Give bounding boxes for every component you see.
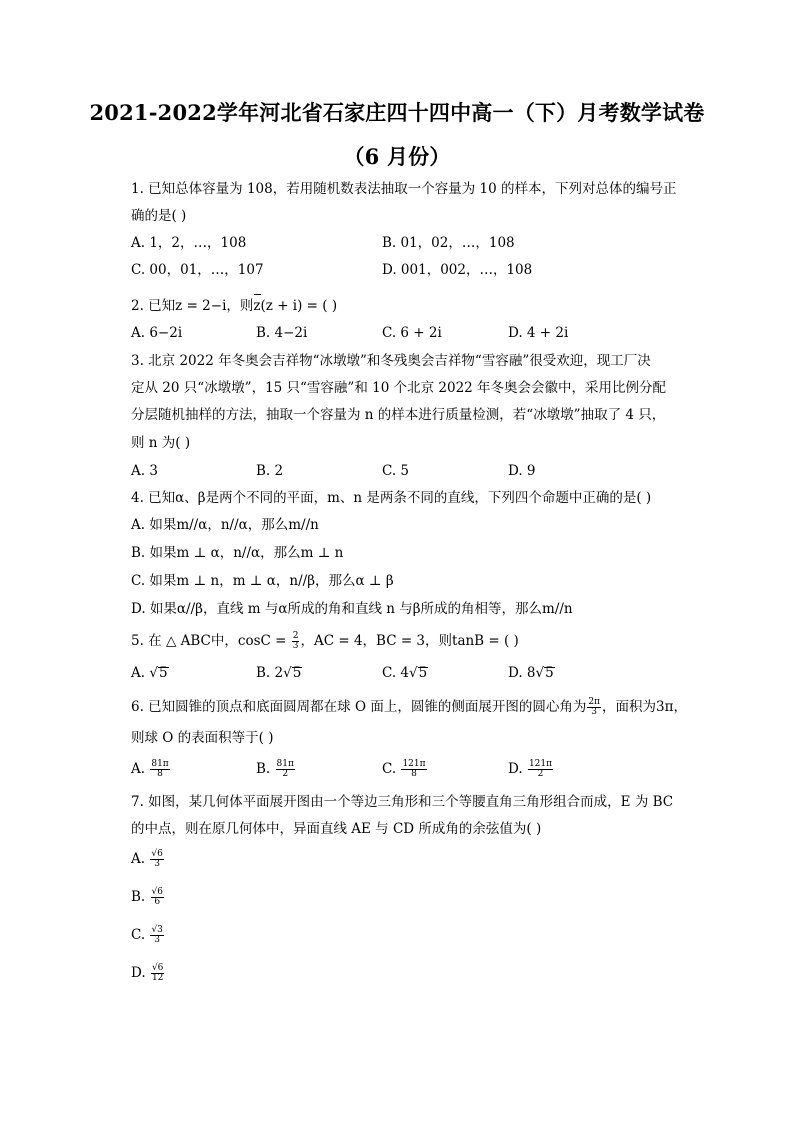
q5-option-d-label: D. 8 [508, 665, 536, 681]
q6-stem-prefix: 6. 已知圆锥的顶点和底面圆周都在球 O 面上，圆锥的侧面展开图的圆心角为 [131, 699, 587, 715]
q3-stem-line3: 分层随机抽样的方法，抽取一个容量为 n 的样本进行质量检测，若“冰墩墩”抽取了 4 只， [131, 407, 666, 423]
q7-option-a-num: √6 [151, 849, 163, 859]
q6-option-d-label: D. [508, 761, 523, 777]
q7-option-a-fraction [150, 850, 163, 869]
q6-option-a [131, 760, 171, 779]
q7-option-b [131, 888, 165, 907]
q5-option-b-label: B. 2 [256, 665, 284, 681]
q2-option-b: B. 4−2i [256, 325, 308, 341]
q5-stem-suffix: ，AC = 4，BC = 3，则tanB = ( ) [300, 633, 519, 649]
q1-option-a: A. 1，2，…，108 [131, 235, 247, 251]
q5-option-b: B. 2√5 [256, 665, 302, 681]
q5-option-a-label: A. [131, 665, 150, 681]
q6-option-d-den: 2 [537, 769, 544, 779]
q6-option-b-label: B. [256, 761, 271, 777]
q6-option-b-num: 81π [276, 759, 294, 769]
q6-option-a-den: 8 [157, 769, 163, 779]
q5-fraction-num: 2 [292, 631, 299, 641]
q7-option-b-label: B. [131, 889, 146, 905]
q7-option-d-fraction [151, 964, 164, 983]
q4-option-a: A. 如果m//α，n//α，那么m//n [131, 517, 319, 533]
q5-option-c: C. 4√5 [382, 665, 428, 681]
q3-option-b: B. 2 [256, 463, 284, 479]
q4-option-b: B. 如果m ⊥ α，n//α，那么m ⊥ n [131, 545, 344, 561]
q6-option-d [508, 760, 554, 779]
q7-option-b-fraction [151, 888, 164, 907]
q6-option-a-fraction [150, 760, 169, 779]
q5-option-c-label: C. 4 [382, 665, 410, 681]
q6-option-b-den: 2 [282, 769, 289, 779]
q6-option-c-label: C. [382, 761, 397, 777]
q7-stem-line2: 的中点，则在原几何体中，异面直线 AE 与 CD 所成角的余弦值为( ) [131, 821, 542, 837]
q6-fraction-den: 3 [591, 707, 598, 717]
q3-option-c: C. 5 [382, 463, 410, 479]
q2-option-d: D. 4 + 2i [508, 325, 569, 341]
q5-stem-prefix: 5. 在 △ ABC中，cosC = [131, 633, 291, 649]
q7-option-c-label: C. [131, 927, 146, 943]
q7-option-a-label: A. [131, 851, 146, 867]
q5-option-b-radicand: 5 [292, 665, 302, 681]
q6-option-c [382, 760, 428, 779]
q7-option-c [131, 926, 165, 945]
q7-option-c-den: 3 [154, 935, 161, 945]
q2-stem-suffix: (z + i) = ( ) [260, 298, 338, 314]
q6-stem-suffix: ，面积为3π， [601, 699, 687, 715]
q2-conjugate-z: z [253, 298, 261, 314]
q2-stem [131, 297, 337, 315]
q4-stem: 4. 已知α、β是两个不同的平面，m、n 是两条不同的直线，下列四个命题中正确的是( ) [131, 490, 652, 506]
q5-stem [131, 632, 519, 651]
q7-option-a-den: 3 [154, 859, 160, 869]
q1-option-b: B. 01，02，…，108 [382, 235, 515, 251]
q6-fraction-num: 2π [588, 697, 600, 707]
q6-stem-line2: 则球 O 的表面积等于( ) [131, 730, 274, 746]
q5-option-c-radicand: 5 [418, 665, 428, 681]
q5-option-a: A. √5 [131, 665, 168, 681]
q3-option-a: A. 3 [131, 463, 158, 479]
q5-fraction [292, 632, 300, 651]
q6-option-d-num: 121π [528, 759, 553, 769]
q7-option-b-num: √6 [151, 887, 163, 897]
q6-option-d-fraction [528, 760, 553, 779]
q7-option-c-fraction [150, 926, 163, 945]
q2-option-a: A. 6−2i [131, 325, 183, 341]
q1-option-c: C. 00，01，…，107 [131, 262, 264, 278]
q6-option-b-fraction [276, 760, 295, 779]
q2-option-c: C. 6 + 2i [382, 325, 442, 341]
q3-option-d: D. 9 [508, 463, 536, 479]
q6-option-c-den: 8 [411, 769, 417, 779]
q4-option-d: D. 如果α//β，直线 m 与α所成的角和直线 n 与β所成的角相等，那么m//n [131, 601, 573, 617]
page-subtitle: （6 月份） [343, 144, 451, 169]
q4-option-c: C. 如果m ⊥ n，m ⊥ α，n//β，那么α ⊥ β [131, 573, 394, 589]
q1-stem-line1: 1. 已知总体容量为 108，若用随机数表法抽取一个容量为 10 的样本，下列对总体的编号正 [131, 181, 677, 197]
q3-stem-line2: 定从 20 只“冰墩墩”，15 只“雪容融”和 10 个北京 2022 年冬奥会会徽中，采用比例分配 [131, 380, 667, 396]
q5-option-a-radicand: 5 [158, 665, 168, 681]
q5-fraction-den: 3 [292, 641, 299, 651]
q1-option-d: D. 001，002，…，108 [382, 262, 533, 278]
q6-fraction [587, 698, 601, 717]
q5-option-d-radicand: 5 [545, 665, 554, 681]
q6-stem-line1 [131, 698, 687, 717]
q7-option-d-label: D. [131, 965, 146, 981]
q1-stem-line2: 确的是( ) [131, 208, 187, 224]
q3-stem-line4: 则 n 为( ) [131, 435, 191, 451]
q7-option-c-num: √3 [151, 925, 163, 935]
q6-option-c-fraction [401, 760, 426, 779]
q2-stem-prefix: 2. 已知z = 2−i，则 [131, 298, 254, 314]
q6-option-a-num: 81π [151, 759, 169, 769]
q7-option-d-num: √6 [151, 963, 164, 973]
page-title: 2021-2022学年河北省石家庄四十四中高一（下）月考数学试卷 [89, 100, 705, 125]
q3-stem-line1: 3. 北京 2022 年冬奥会吉祥物“冰墩墩”和冬残奥会吉祥物“雪容融”很受欢迎，现工厂决 [131, 353, 651, 369]
q7-option-a [131, 850, 165, 869]
q6-option-b [256, 760, 296, 779]
q5-option-d: D. 8√5 [508, 665, 554, 681]
q7-option-d-den: 12 [151, 973, 164, 983]
q7-option-b-den: 6 [154, 897, 161, 907]
q6-option-a-label: A. [131, 761, 146, 777]
q6-option-c-num: 121π [402, 759, 426, 769]
q7-option-d [131, 964, 165, 983]
q7-stem-line1: 7. 如图，某几何体平面展开图由一个等边三角形和三个等腰直角三角形组合而成，E 为 BC [131, 794, 674, 810]
